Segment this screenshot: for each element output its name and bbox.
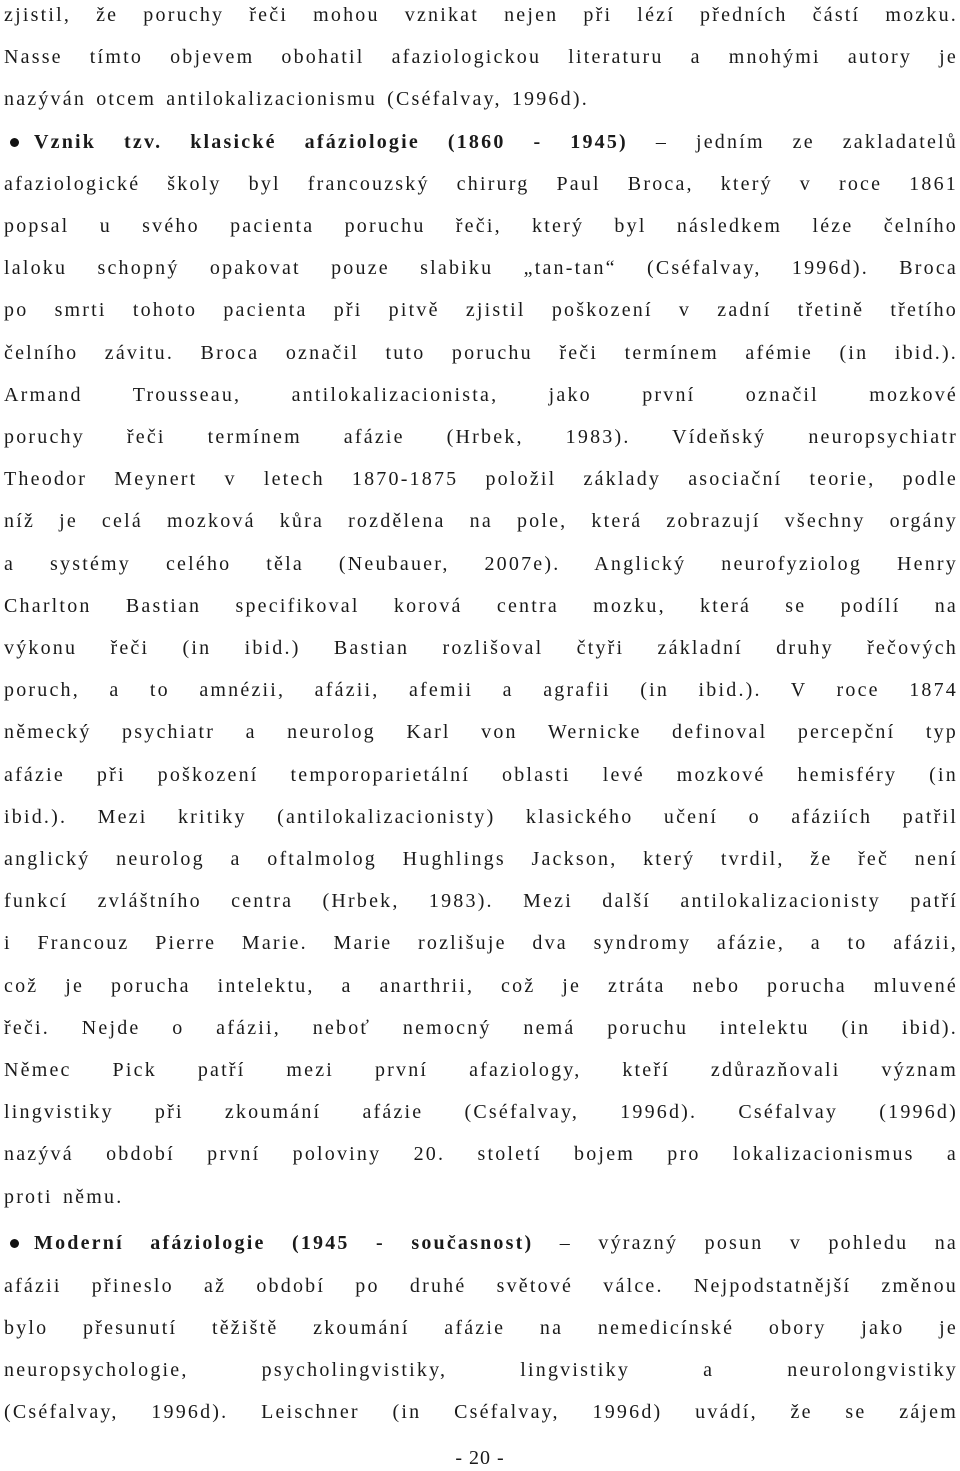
text-line: neuropsychologie, psycholingvistiky, lingvistiky a neurolongvistiky	[4, 1359, 958, 1381]
text-line: nazýván otcem antilokalizacionismu (Cséfalvay, 1996d).	[4, 88, 589, 110]
bullet-text: – jedním ze zakladatelů	[627, 131, 958, 153]
text-line: laloku schopný opakovat pouze slabiku „tan-tan“ (Cséfalvay, 1996d). Broca	[4, 257, 958, 279]
bullet-text: – výrazný posun v pohledu na	[533, 1232, 959, 1254]
text-line: níž je celá mozková kůra rozdělena na pole, která zobrazují všechny orgány	[4, 510, 958, 532]
bullet-item-modern-aphasiology	[4, 1228, 958, 1258]
text-line: ibid.). Mezi kritiky (antilokalizacionisty) klasického učení o afáziích patřil	[4, 806, 958, 828]
text-line: čelního závitu. Broca označil tuto poruchu řeči termínem afémie (in ibid.).	[4, 342, 958, 364]
bullet-heading: Moderní afáziologie (1945 - současnost)	[34, 1232, 534, 1254]
text-line: bylo přesunutí těžiště zkoumání afázie na nemedicínské obory jako je	[4, 1317, 958, 1339]
text-line: afázii přineslo až období po druhé světové válce. Nejpodstatnější změnou	[4, 1275, 958, 1297]
text-line: funkcí zvláštního centra (Hrbek, 1983). Mezi další antilokalizacionisty patří	[4, 890, 958, 912]
text-line: výkonu řeči (in ibid.) Bastian rozlišoval čtyři základní druhy řečových	[4, 637, 958, 659]
text-line: Němec Pick patří mezi první afaziology, kteří zdůrazňovali význam	[4, 1059, 958, 1081]
text-line: poruchy řeči termínem afázie (Hrbek, 1983). Vídeňský neuropsychiatr	[4, 426, 958, 448]
bullet-heading: Vznik tzv. klasické afáziologie (1860 - 1945)	[34, 131, 628, 153]
text-line: Theodor Meynert v letech 1870-1875 položil základy asociační teorie, podle	[4, 468, 958, 490]
text-line: afázie při poškození temporoparietální oblasti levé mozkové hemisféry (in	[4, 764, 958, 786]
text-line: (Cséfalvay, 1996d). Leischner (in Cséfalvay, 1996d) uvádí, že se zájem	[4, 1401, 958, 1423]
text-line: lingvistiky při zkoumání afázie (Cséfalvay, 1996d). Cséfalvay (1996d)	[4, 1101, 958, 1123]
text-line: Nasse tímto objevem obohatil afaziologickou literaturu a mnohými autory je	[4, 46, 958, 68]
text-line: popsal u svého pacienta poruchu řeči, který byl následkem léze čelního	[4, 215, 958, 237]
text-line: Armand Trousseau, antilokalizacionista, jako první označil mozkové	[4, 384, 958, 406]
text-line: i Francouz Pierre Marie. Marie rozlišuje dva syndromy afázie, a to afázii,	[4, 932, 958, 954]
text-line: německý psychiatr a neurolog Karl von Wernicke definoval percepční typ	[4, 721, 958, 743]
bullet-icon	[10, 1239, 19, 1248]
text-line: nazývá období první poloviny 20. století bojem pro lokalizacionismus a	[4, 1143, 958, 1165]
text-line: poruch, a to amnézii, afázii, afemii a agrafii (in ibid.). V roce 1874	[4, 679, 958, 701]
text-line: a systémy celého těla (Neubauer, 2007e). Anglický neurofyziolog Henry	[4, 553, 958, 575]
text-line: řeči. Nejde o afázii, neboť nemocný nemá poruchu intelektu (in ibid).	[4, 1017, 958, 1039]
bullet-icon	[10, 138, 19, 147]
page-number: - 20 -	[455, 1447, 505, 1469]
bullet-item-classic-aphasiology	[4, 127, 958, 157]
text-line: zjistil, že poruchy řeči mohou vznikat nejen při lézí předních částí mozku.	[4, 4, 958, 26]
text-line: po smrti tohoto pacienta při pitvě zjistil poškození v zadní třetině třetího	[4, 299, 958, 321]
text-line: anglický neurolog a oftalmolog Hughlings Jackson, který tvrdil, že řeč není	[4, 848, 958, 870]
text-line: což je porucha intelektu, a anarthrii, což je ztráta nebo porucha mluvené	[4, 975, 958, 997]
text-line: proti němu.	[4, 1186, 124, 1208]
text-line: Charlton Bastian specifikoval korová centra mozku, která se podílí na	[4, 595, 958, 617]
text-line: afaziologické školy byl francouzský chirurg Paul Broca, který v roce 1861	[4, 173, 958, 195]
